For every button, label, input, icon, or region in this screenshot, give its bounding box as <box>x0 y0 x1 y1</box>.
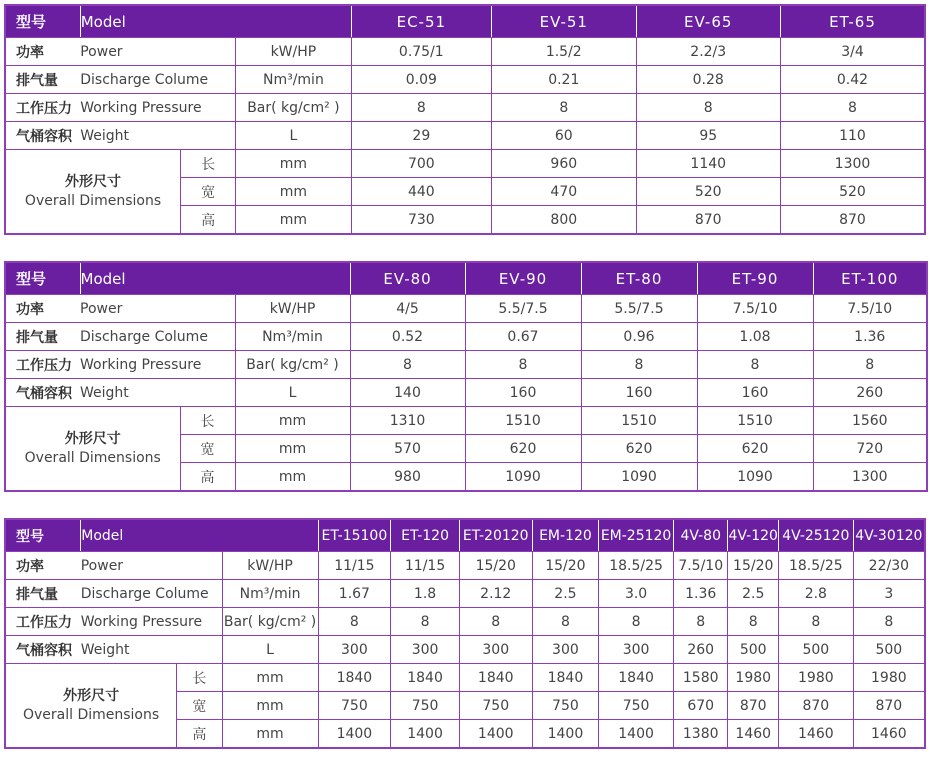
power-value: 7.5/10 <box>673 552 728 580</box>
discharge-value: 0.21 <box>492 66 636 94</box>
weight-value: 500 <box>853 636 925 664</box>
discharge-label-en: Discharge Colume <box>81 580 222 608</box>
pressure-unit: Bar( kg/cm² ) <box>236 94 351 122</box>
discharge-value: 2.5 <box>728 580 778 608</box>
discharge-label-zh: 排气量 <box>5 580 81 608</box>
pressure-value: 8 <box>581 351 697 379</box>
power-value: 15/20 <box>459 552 532 580</box>
pressure-unit: Bar( kg/cm² ) <box>235 351 350 379</box>
width-value: 570 <box>350 435 465 463</box>
discharge-value: 1.67 <box>318 580 391 608</box>
weight-label-en: Weight <box>80 379 235 407</box>
width-value: 470 <box>492 178 636 206</box>
length-value: 1140 <box>636 150 780 178</box>
power-value: 18.5/25 <box>778 552 853 580</box>
pressure-value: 8 <box>780 94 925 122</box>
discharge-value: 0.28 <box>636 66 780 94</box>
weight-label-zh: 气桶容积 <box>5 379 80 407</box>
weight-value: 160 <box>465 379 581 407</box>
height-value: 980 <box>350 463 465 492</box>
dims-label-zh: 外形尺寸 <box>65 173 122 190</box>
weight-value: 95 <box>636 122 780 150</box>
weight-label-en: Weight <box>81 636 222 664</box>
width-value: 520 <box>780 178 925 206</box>
discharge-value: 2.12 <box>459 580 532 608</box>
power-value: 7.5/10 <box>697 295 813 323</box>
pressure-label-zh: 工作压力 <box>5 608 81 636</box>
length-value: 1980 <box>728 664 778 692</box>
discharge-value: 0.42 <box>780 66 925 94</box>
pressure-value: 8 <box>778 608 853 636</box>
model-name: ET-15100 <box>318 519 391 552</box>
pressure-value: 8 <box>599 608 674 636</box>
model-name: ET-90 <box>697 262 813 295</box>
power-label-zh: 功率 <box>5 38 80 66</box>
discharge-unit: Nm³/min <box>235 323 350 351</box>
pressure-value: 8 <box>673 608 728 636</box>
length-value: 1840 <box>532 664 599 692</box>
length-value: 1510 <box>465 407 581 435</box>
height-value: 1380 <box>673 720 728 749</box>
power-label-en: Power <box>80 38 235 66</box>
discharge-value: 1.8 <box>391 580 460 608</box>
model-name: ET-65 <box>780 5 925 38</box>
weight-value: 160 <box>581 379 697 407</box>
power-label-zh: 功率 <box>5 552 81 580</box>
height-value: 1400 <box>318 720 391 749</box>
width-value: 750 <box>459 692 532 720</box>
model-name: EV-80 <box>350 262 465 295</box>
header-row <box>5 5 925 38</box>
overall-dimensions-label <box>5 407 180 492</box>
pressure-value: 8 <box>728 608 778 636</box>
length-value: 1840 <box>599 664 674 692</box>
width-unit: mm <box>235 435 350 463</box>
pressure-value: 8 <box>459 608 532 636</box>
length-row <box>5 407 927 435</box>
power-row <box>5 295 927 323</box>
width-value: 750 <box>532 692 599 720</box>
length-label-zh: 长 <box>181 150 236 178</box>
pressure-value: 8 <box>465 351 581 379</box>
length-label-zh: 长 <box>180 407 235 435</box>
power-value: 15/20 <box>728 552 778 580</box>
weight-value: 29 <box>351 122 491 150</box>
power-label-en: Power <box>81 552 222 580</box>
discharge-value: 0.67 <box>465 323 581 351</box>
length-unit: mm <box>235 407 350 435</box>
pressure-label-en: Working Pressure <box>80 351 235 379</box>
power-unit: kW/HP <box>222 552 318 580</box>
dims-label-zh: 外形尺寸 <box>64 430 121 447</box>
header-row <box>5 262 927 295</box>
width-value: 720 <box>813 435 927 463</box>
height-value: 870 <box>636 206 780 235</box>
height-label-zh: 高 <box>180 463 235 492</box>
power-value: 11/15 <box>318 552 391 580</box>
length-value: 1840 <box>459 664 532 692</box>
weight-value: 60 <box>492 122 636 150</box>
width-value: 870 <box>853 692 925 720</box>
height-value: 1460 <box>728 720 778 749</box>
weight-value: 110 <box>780 122 925 150</box>
discharge-value: 0.96 <box>581 323 697 351</box>
length-row <box>5 150 925 178</box>
length-value: 1580 <box>673 664 728 692</box>
height-value: 1460 <box>778 720 853 749</box>
model-name: 4V-30120 <box>853 519 925 552</box>
discharge-row <box>5 323 927 351</box>
overall-dimensions-label <box>5 150 181 235</box>
weight-label-zh: 气桶容积 <box>5 636 81 664</box>
power-value: 1.5/2 <box>492 38 636 66</box>
model-name: EM-25120 <box>599 519 674 552</box>
weight-value: 300 <box>599 636 674 664</box>
length-unit: mm <box>236 150 351 178</box>
weight-value: 300 <box>391 636 460 664</box>
discharge-value: 2.5 <box>532 580 599 608</box>
overall-dimensions-label <box>5 664 177 749</box>
discharge-row <box>5 66 925 94</box>
length-value: 1840 <box>318 664 391 692</box>
dims-label-en: Overall Dimensions <box>22 706 160 723</box>
weight-row <box>5 122 925 150</box>
pressure-value: 8 <box>697 351 813 379</box>
length-value: 1980 <box>853 664 925 692</box>
weight-unit: L <box>222 636 318 664</box>
height-value: 1400 <box>532 720 599 749</box>
pressure-value: 8 <box>532 608 599 636</box>
power-value: 11/15 <box>391 552 460 580</box>
model-name: ET-80 <box>581 262 697 295</box>
weight-value: 260 <box>673 636 728 664</box>
weight-value: 500 <box>728 636 778 664</box>
power-value: 15/20 <box>532 552 599 580</box>
discharge-value: 3 <box>853 580 925 608</box>
model-name: ET-100 <box>813 262 927 295</box>
height-value: 730 <box>351 206 491 235</box>
header-row <box>5 519 925 552</box>
power-value: 0.75/1 <box>351 38 491 66</box>
discharge-label-en: Discharge Colume <box>80 323 235 351</box>
discharge-value: 1.36 <box>673 580 728 608</box>
pressure-label-zh: 工作压力 <box>5 94 80 122</box>
discharge-label-en: Discharge Colume <box>80 66 235 94</box>
power-label-zh: 功率 <box>5 295 80 323</box>
weight-value: 300 <box>532 636 599 664</box>
weight-value: 500 <box>778 636 853 664</box>
height-value: 800 <box>492 206 636 235</box>
pressure-value: 8 <box>492 94 636 122</box>
width-label-zh: 宽 <box>177 692 222 720</box>
model-name: EM-120 <box>532 519 599 552</box>
weight-value: 160 <box>697 379 813 407</box>
model-name: ET-120 <box>391 519 460 552</box>
model-name: 4V-80 <box>673 519 728 552</box>
model-label-zh: 型号 <box>5 5 80 38</box>
power-row <box>5 38 925 66</box>
weight-value: 260 <box>813 379 927 407</box>
length-value: 960 <box>492 150 636 178</box>
width-value: 750 <box>599 692 674 720</box>
pressure-row <box>5 94 925 122</box>
power-value: 22/30 <box>853 552 925 580</box>
dims-label-en: Overall Dimensions <box>24 192 162 209</box>
height-unit: mm <box>222 720 318 749</box>
discharge-value: 0.09 <box>351 66 491 94</box>
pressure-value: 8 <box>318 608 391 636</box>
model-label-zh: 型号 <box>5 519 81 552</box>
height-value: 1090 <box>697 463 813 492</box>
width-label-zh: 宽 <box>181 178 236 206</box>
spec-table-3 <box>4 518 926 749</box>
weight-label-en: Weight <box>80 122 235 150</box>
length-unit: mm <box>222 664 318 692</box>
model-label-zh: 型号 <box>5 262 80 295</box>
length-value: 1310 <box>350 407 465 435</box>
discharge-value: 0.52 <box>350 323 465 351</box>
width-value: 520 <box>636 178 780 206</box>
length-row <box>5 664 925 692</box>
power-row <box>5 552 925 580</box>
model-name: EV-51 <box>492 5 636 38</box>
height-value: 1400 <box>599 720 674 749</box>
length-value: 1510 <box>581 407 697 435</box>
weight-value: 300 <box>459 636 532 664</box>
width-value: 620 <box>581 435 697 463</box>
power-value: 18.5/25 <box>599 552 674 580</box>
height-value: 1090 <box>581 463 697 492</box>
length-label-zh: 长 <box>177 664 222 692</box>
model-label-en: Model <box>81 519 318 552</box>
model-name: EV-65 <box>636 5 780 38</box>
length-value: 700 <box>351 150 491 178</box>
pressure-label-en: Working Pressure <box>81 608 222 636</box>
height-value: 1400 <box>391 720 460 749</box>
width-value: 620 <box>465 435 581 463</box>
dims-label-en: Overall Dimensions <box>24 449 161 466</box>
discharge-value: 3.0 <box>599 580 674 608</box>
model-name: EC-51 <box>351 5 491 38</box>
model-name: 4V-25120 <box>778 519 853 552</box>
power-value: 5.5/7.5 <box>465 295 581 323</box>
pressure-unit: Bar( kg/cm² ) <box>222 608 318 636</box>
pressure-value: 8 <box>351 94 491 122</box>
pressure-value: 8 <box>350 351 465 379</box>
length-value: 1510 <box>697 407 813 435</box>
width-label-zh: 宽 <box>180 435 235 463</box>
height-value: 1460 <box>853 720 925 749</box>
discharge-value: 1.36 <box>813 323 927 351</box>
pressure-row <box>5 351 927 379</box>
height-unit: mm <box>236 206 351 235</box>
discharge-label-zh: 排气量 <box>5 323 80 351</box>
spec-table-2 <box>4 261 928 492</box>
discharge-row <box>5 580 925 608</box>
pressure-label-en: Working Pressure <box>80 94 235 122</box>
height-value: 1300 <box>813 463 927 492</box>
weight-unit: L <box>235 379 350 407</box>
weight-value: 140 <box>350 379 465 407</box>
length-value: 1560 <box>813 407 927 435</box>
power-value: 7.5/10 <box>813 295 927 323</box>
width-value: 870 <box>728 692 778 720</box>
power-label-en: Power <box>80 295 235 323</box>
weight-row <box>5 636 925 664</box>
width-value: 750 <box>318 692 391 720</box>
discharge-unit: Nm³/min <box>236 66 351 94</box>
weight-value: 300 <box>318 636 391 664</box>
discharge-unit: Nm³/min <box>222 580 318 608</box>
length-value: 1300 <box>780 150 925 178</box>
model-name: EV-90 <box>465 262 581 295</box>
weight-unit: L <box>236 122 351 150</box>
pressure-row <box>5 608 925 636</box>
width-value: 750 <box>391 692 460 720</box>
model-name: ET-20120 <box>459 519 532 552</box>
width-value: 620 <box>697 435 813 463</box>
pressure-value: 8 <box>813 351 927 379</box>
weight-label-zh: 气桶容积 <box>5 122 80 150</box>
spec-table-1 <box>4 4 926 235</box>
pressure-value: 8 <box>636 94 780 122</box>
height-label-zh: 高 <box>177 720 222 749</box>
discharge-value: 2.8 <box>778 580 853 608</box>
discharge-label-zh: 排气量 <box>5 66 80 94</box>
height-label-zh: 高 <box>181 206 236 235</box>
model-label-en: Model <box>80 5 351 38</box>
power-value: 4/5 <box>350 295 465 323</box>
width-value: 440 <box>351 178 491 206</box>
length-value: 1840 <box>391 664 460 692</box>
weight-row <box>5 379 927 407</box>
width-value: 670 <box>673 692 728 720</box>
pressure-value: 8 <box>853 608 925 636</box>
dims-label-zh: 外形尺寸 <box>63 687 120 704</box>
discharge-value: 1.08 <box>697 323 813 351</box>
height-unit: mm <box>235 463 350 492</box>
width-value: 870 <box>778 692 853 720</box>
model-name: 4V-120 <box>728 519 778 552</box>
pressure-value: 8 <box>391 608 460 636</box>
length-value: 1980 <box>778 664 853 692</box>
power-value: 2.2/3 <box>636 38 780 66</box>
height-value: 870 <box>780 206 925 235</box>
power-unit: kW/HP <box>236 38 351 66</box>
model-label-en: Model <box>80 262 350 295</box>
power-value: 3/4 <box>780 38 925 66</box>
width-unit: mm <box>236 178 351 206</box>
height-value: 1400 <box>459 720 532 749</box>
power-unit: kW/HP <box>235 295 350 323</box>
power-value: 5.5/7.5 <box>581 295 697 323</box>
width-unit: mm <box>222 692 318 720</box>
height-value: 1090 <box>465 463 581 492</box>
pressure-label-zh: 工作压力 <box>5 351 80 379</box>
